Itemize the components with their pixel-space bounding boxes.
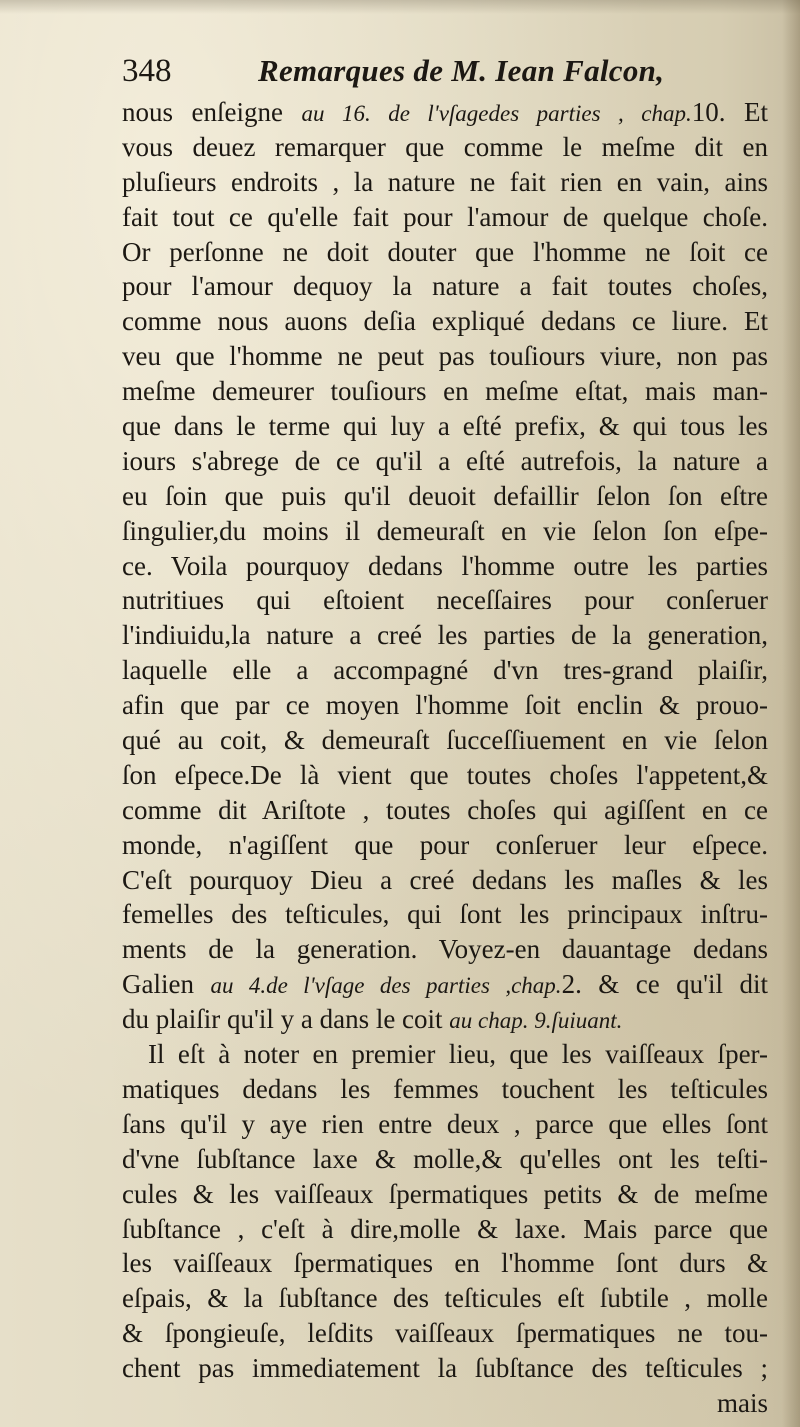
text-line [122, 444, 768, 479]
text-run: ce. Voila pourquoy dedans l'homme outre les parties [122, 550, 768, 581]
text-line [122, 1246, 768, 1281]
text-run: veu que l'homme ne peut pas touſiours viure, non pas [122, 341, 768, 372]
text-line [122, 1037, 768, 1072]
text-run: nous enſeigne [122, 97, 302, 127]
text-line [122, 95, 768, 130]
text-line [122, 409, 768, 444]
text-line [122, 269, 768, 304]
text-line [122, 514, 768, 549]
text-line [122, 758, 768, 793]
text-line [122, 1177, 768, 1212]
text-line [122, 1002, 768, 1037]
text-run: eſpais, & la ſubſtance des teſticules eſt ſubtile , molle [122, 1283, 768, 1314]
text-line [122, 618, 768, 653]
text-line [122, 688, 768, 723]
text-line [122, 1316, 768, 1351]
text-run: 10. Et [691, 97, 768, 127]
text-run: ſans qu'il y aye rien entre deux , parce que elles ſont [122, 1108, 768, 1139]
text-line [122, 1107, 768, 1142]
text-line [122, 793, 768, 828]
text-run: qué au coit, & demeuraſt ſucceſſiuement en vie ſelon [122, 725, 768, 756]
text-run: iours s'abrege de ce qu'il a eſté autrefois, la nature a [122, 445, 768, 476]
text-run: ſubſtance , c'eſt à dire,molle & laxe. Mais parce que [122, 1213, 768, 1244]
text-run: ſingulier,du moins il demeuraſt en vie ſelon ſon eſpe- [122, 515, 768, 546]
text-run: pluſieurs endroits , la nature ne fait rien en vain, ains [122, 166, 768, 197]
text-line [122, 932, 768, 967]
text-run: fait tout ce qu'elle fait pour l'amour de quelque choſe. [122, 201, 768, 232]
text-run: ments de la generation. Voyez-en dauantage dedans [122, 934, 768, 965]
text-run: pour l'amour dequoy la nature a fait toutes choſes, [122, 271, 768, 302]
text-run: nutritiues qui eſtoient neceſſaires pour conſeruer [122, 585, 768, 616]
text-run: du plaiſir qu'il y a dans le coit [122, 1004, 450, 1035]
italic-citation: au 4.de l'vſage des parties ,chap. [210, 973, 562, 999]
text-line [122, 1072, 768, 1107]
text-run: eu ſoin que puis qu'il deuoit defaillir ſelon ſon eſtre [122, 480, 768, 511]
text-line [122, 339, 768, 374]
text-line [122, 1142, 768, 1177]
text-line [122, 863, 768, 898]
text-line [122, 235, 768, 270]
text-line [122, 374, 768, 409]
text-run: meſme demeurer touſiours en meſme eſtat, mais man- [122, 376, 768, 407]
body-text [122, 95, 768, 1422]
text-run: & ſpongieuſe, leſdits vaiſſeaux ſpermatiques ne tou- [122, 1318, 768, 1349]
text-run: matiques dedans les femmes touchent les teſticules [122, 1073, 768, 1104]
text-line [122, 549, 768, 584]
text-run: chent pas immediatement la ſubſtance des teſticules ; [122, 1353, 768, 1384]
text-line [122, 897, 768, 932]
text-run: monde, n'agiſſent que pour conſeruer leur eſpece. [122, 829, 768, 860]
italic-citation: au 16. de l'vſagedes parties , chap. [301, 101, 692, 126]
text-line [122, 1351, 768, 1386]
text-line [122, 200, 768, 235]
text-line [122, 583, 768, 618]
page-top-shadow [0, 0, 800, 14]
page-gutter-shadow [782, 0, 800, 1427]
text-run: laquelle elle a accompagné d'vn tres-grand plaiſir, [122, 655, 768, 686]
italic-citation: au chap. 9.ſuiuant. [449, 1008, 623, 1034]
catchword: mais [717, 1387, 768, 1418]
text-run: vous deuez remarquer que comme le meſme dit en [122, 131, 768, 162]
text-run: afin que par ce moyen l'homme ſoit enclin & prouo- [122, 690, 768, 721]
text-run: comme dit Ariſtote , toutes choſes qui agiſſent en ce [122, 794, 768, 825]
text-line [122, 130, 768, 165]
text-run: comme nous auons deſia expliqué dedans ce liure. Et [122, 306, 768, 337]
text-run: que dans le terme qui luy a eſté prefix, & qui tous les [122, 411, 768, 442]
text-line [122, 165, 768, 200]
text-run: cules & les vaiſſeaux ſpermatiques petits & de meſme [122, 1178, 768, 1209]
text-run: d'vne ſubſtance laxe & molle,& qu'elles ont les teſti- [122, 1143, 768, 1174]
text-run: ſon eſpece.De là vient que toutes choſes l'appetent,& [122, 759, 768, 790]
text-line [122, 828, 768, 863]
text-line [122, 653, 768, 688]
running-header [120, 48, 770, 94]
text-run: Il eſt à noter en premier lieu, que les vaiſſeaux ſper- [148, 1039, 768, 1070]
text-run: l'indiuidu,la nature a creé les parties de la generation, [122, 620, 768, 651]
page-number: 348 [122, 53, 172, 89]
text-line [122, 967, 768, 1002]
text-run: femelles des teſticules, qui ſont les principaux inſtru- [122, 899, 768, 930]
text-run: Or perſonne ne doit douter que l'homme ne ſoit ce [122, 236, 768, 267]
text-line [122, 723, 768, 758]
text-run: Galien [122, 969, 211, 1000]
running-title: Remarques de M. Iean Falcon, [258, 53, 665, 88]
text-run: les vaiſſeaux ſpermatiques en l'homme ſont durs & [122, 1248, 768, 1279]
text-run: 2. & ce qu'il dit [561, 969, 768, 1000]
text-line [122, 479, 768, 514]
text-line [122, 1281, 768, 1316]
text-line [122, 1212, 768, 1247]
text-run: C'eſt pourquoy Dieu a creé dedans les maſles & les [122, 864, 768, 895]
text-line [122, 304, 768, 339]
